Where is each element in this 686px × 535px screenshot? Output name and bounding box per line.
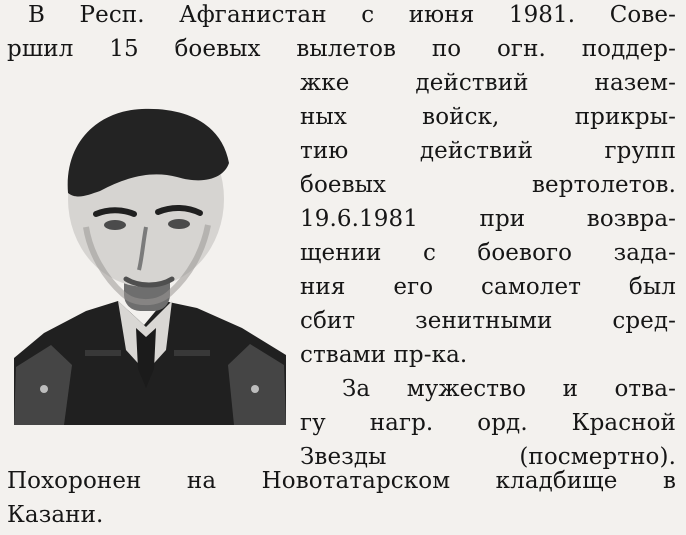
text-line-3: жке действий назем- [300,70,676,96]
text-line-11: ствами пр-ка. [300,342,468,368]
portrait-photo-icon [14,103,286,425]
text-line-16: Казани. [7,502,104,528]
text-line-2: ршил 15 боевых вылетов по огн. поддер- [7,36,676,62]
text-line-5: тию действий групп [300,138,676,164]
text-line-9: ния его самолет был [300,274,676,300]
text-line-6: боевых вертолетов. [300,172,676,198]
text-line-1: В Респ. Афганистан с июня 1981. Сове- [28,2,676,28]
text-line-8: щении с боевого зада- [300,240,676,266]
text-line-4: ных войск, прикры- [300,104,676,130]
text-line-13: гу нагр. орд. Красной [300,410,676,436]
text-line-14: Звезды (посмертно). [300,444,676,470]
text-line-10: сбит зенитными сред- [300,308,676,334]
portrait-photo [14,103,286,425]
text-line-15: Похоронен на Новотатарском кладбище в [7,468,676,494]
text-line-7: 19.6.1981 при возвра- [300,206,676,232]
text-line-12: За мужество и отва- [342,376,676,402]
